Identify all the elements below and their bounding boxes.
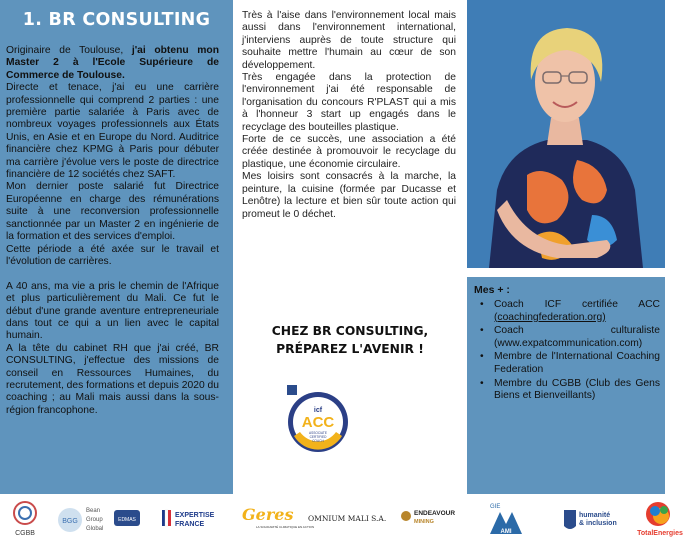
- left-column: [0, 0, 233, 494]
- cabinet-paragraph: A la tête du cabinet RH que j'ai créé, BR CONSULTING, j'effectue des missions de conseil en Ressources Humaines, du recrutement, des formations et depuis 2020 du coaching ; au Mali mais aussi dans la sous-région francophone.: [6, 342, 219, 416]
- mes-plus-list: [480, 299, 660, 404]
- hi-line2: & inclusion: [579, 519, 617, 527]
- totalenergies-graphic: [628, 496, 692, 540]
- ami-text: AMI: [500, 528, 512, 535]
- slogan-line-2: PRÉPAREZ L'AVENIR !: [276, 342, 424, 356]
- badge-brand: icf: [313, 407, 323, 414]
- expertise-line2: FRANCE: [175, 520, 205, 528]
- badge-graphic: [286, 384, 350, 456]
- endeavour-line1: ENDEAVOUR: [414, 509, 456, 517]
- geres-logo-graphic: [240, 496, 315, 540]
- mes-plus-panel: [467, 277, 665, 494]
- geres-logo-text: Geres: [242, 504, 294, 524]
- totalenergies-logo: [628, 494, 692, 541]
- intro-bold: j'ai obtenu mon Master 2 à l'Ecole Supérieure de Commerce de Toulouse.: [6, 45, 219, 81]
- bgg-logo-line1: Bean: [86, 507, 101, 514]
- badge-sub1: ASSOCIATE: [308, 431, 328, 435]
- omnium-logo-graphic: [306, 498, 387, 538]
- expertise-france-graphic: [160, 498, 220, 538]
- icf-acc-badge: [286, 384, 350, 456]
- slogan: [240, 322, 460, 358]
- career-paragraph: Directe et tenace, j'ai eu une carrière professionnelle qui comprend 2 parties : une première partie salariée à Paris avec de nombreux voyages professionnels aux États Unis, en Asie et en Europe du Nord. Auditrice financière chez KPMG à Paris pour débuter ma carrière j'évolue vers le poste de directrice financière de 12 sociétés chez SAFT.: [6, 82, 219, 181]
- bgg-logo-mark: BGG: [62, 517, 78, 525]
- expertise-line1: EXPERTISE: [175, 511, 215, 519]
- intro-prefix: Originaire de Toulouse,: [6, 45, 132, 56]
- geres-logo: [240, 494, 315, 541]
- bgg-logo-line3: Global: [86, 525, 104, 532]
- endeavour-logo-graphic: [398, 498, 458, 538]
- geres-logo-tagline: LA SOLIDARITÉ CLIMATIQUE EN ACTION: [256, 524, 315, 529]
- endeavour-line2: MINING: [414, 518, 434, 525]
- humanite-inclusion-logo: [560, 494, 624, 541]
- portrait-photo: [467, 0, 665, 268]
- expertise-france-logo: [160, 494, 220, 541]
- portrait-illustration: [467, 0, 665, 268]
- badge-sub2: CERTIFIED: [309, 435, 327, 439]
- hi-line1: humanité: [579, 511, 611, 519]
- omnium-mali-logo: [306, 494, 387, 541]
- cgbb-logo: [8, 494, 42, 541]
- list-item: • Coach culturaliste (www.expatcommunication.com): [480, 325, 660, 350]
- last-position-paragraph: Mon dernier poste salarié fut Directrice Européenne en charge des rémunérations suite à une reconversion professionnelle sanctionnée par un Master 2 en ingénierie de la formation et des services d'emploi.: [6, 181, 219, 243]
- edmas-logo-text: EDMAS: [118, 516, 136, 523]
- bgg-logo-line2: Group: [86, 516, 103, 523]
- association-paragraph: Forte de ce succès, une association a été créée destinée à promouvoir le recyclage du plastique, une économie circulaire.: [242, 134, 456, 170]
- edmas-logo: [112, 494, 142, 541]
- slogan-line-1: CHEZ BR CONSULTING,: [271, 324, 429, 338]
- africa-paragraph: A 40 ans, ma vie a pris le chemin de l'Afrique et plus particulièrement du Mali. Ce fut le début d'une grande aventure entrepreneuriale dans tout ce qui a un lien avec le capital humain.: [6, 280, 219, 342]
- badge-level: ACC: [301, 414, 335, 431]
- mes-plus-title: Mes + :: [474, 284, 510, 296]
- cgbb-logo-text: CGBB: [15, 529, 35, 537]
- coachingfederation-link[interactable]: (coachingfederation.org): [494, 311, 606, 323]
- middle-text: [242, 10, 456, 221]
- section-title: 1. BR CONSULTING: [22, 10, 211, 30]
- list-item: • Membre du CGBB (Club des Gens Biens et Bienveillants): [480, 378, 660, 403]
- cgbb-logo-graphic: [8, 498, 42, 538]
- icf-coach-text: Coach ICF certifiée ACC: [494, 299, 660, 310]
- badge-sub3: COACH: [312, 439, 324, 443]
- endeavour-mining-logo: [398, 494, 458, 541]
- intro-paragraph: [6, 45, 219, 82]
- gie-ami-graphic: [486, 496, 526, 540]
- bgg-logo-graphic: [56, 498, 116, 538]
- biography-text: [6, 45, 219, 417]
- totalenergies-text: TotalEnergies: [637, 529, 683, 537]
- edmas-logo-graphic: [112, 498, 142, 538]
- gie-ami-logo: [486, 494, 526, 541]
- international-paragraph: Très à l'aise dans l'environnement local mais aussi dans l'environnement international, j'interviens auprès de toute structure qui souhaite mettre l'humain au cœur de son développement.: [242, 10, 456, 71]
- gie-text: GIE: [490, 503, 501, 510]
- hobbies-paragraph: Mes loisirs sont consacrés à la marche, la peinture, la cuisine (formée par Ducasse et Lenôtre) la lecture et bien sûr toute action qui promeut le 0 déchet.: [242, 171, 456, 220]
- list-item: • Membre de l'International Coaching Federation: [480, 351, 660, 376]
- list-item: [480, 299, 660, 324]
- bgg-logo: [56, 494, 116, 541]
- partner-logos: [0, 494, 700, 541]
- career-focus-paragraph: Cette période a été axée sur le travail et l'évolution de carrières.: [6, 243, 219, 267]
- hi-logo-graphic: [560, 498, 624, 538]
- environment-paragraph: Très engagée dans la protection de l'environnement j'ai été responsable de l'organisation du concours R'PLAST qui a mis à l'honneur 3 start up engagés dans le recyclage des bouteilles plastique.: [242, 72, 456, 133]
- omnium-logo-text: OMNIUM MALI S.A.: [308, 513, 387, 523]
